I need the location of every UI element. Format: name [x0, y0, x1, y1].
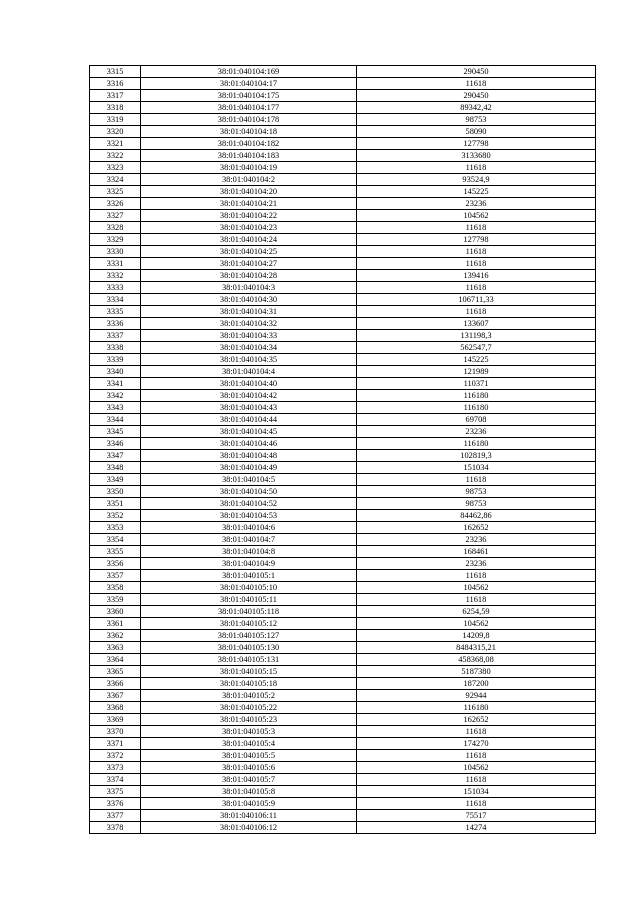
- table-row: [90, 162, 596, 174]
- table-row: [90, 402, 596, 414]
- table-row: [90, 582, 596, 594]
- cadastral-number-cell: 38:01:040104:32: [141, 318, 357, 330]
- table-row: [90, 738, 596, 750]
- table-row: [90, 822, 596, 834]
- table-row: [90, 414, 596, 426]
- row-number-cell: 3338: [90, 342, 141, 354]
- cadastral-number-cell: 38:01:040104:48: [141, 450, 357, 462]
- cadastral-number-cell: 38:01:040104:182: [141, 138, 357, 150]
- row-number-cell: 3344: [90, 414, 141, 426]
- row-number-cell: 3358: [90, 582, 141, 594]
- table-row: [90, 114, 596, 126]
- table-row: [90, 678, 596, 690]
- row-number-cell: 3378: [90, 822, 141, 834]
- table-row: [90, 594, 596, 606]
- row-number-cell: 3366: [90, 678, 141, 690]
- value-cell: 23236: [357, 198, 596, 210]
- table-row: [90, 462, 596, 474]
- cadastral-number-cell: 38:01:040104:28: [141, 270, 357, 282]
- table-row: [90, 210, 596, 222]
- cadastral-number-cell: 38:01:040104:183: [141, 150, 357, 162]
- row-number-cell: 3326: [90, 198, 141, 210]
- row-number-cell: 3340: [90, 366, 141, 378]
- row-number-cell: 3345: [90, 426, 141, 438]
- table-row: [90, 390, 596, 402]
- table-row: [90, 534, 596, 546]
- value-cell: 11618: [357, 750, 596, 762]
- table-row: [90, 774, 596, 786]
- table-row: [90, 486, 596, 498]
- table-row: [90, 306, 596, 318]
- cadastral-number-cell: 38:01:040105:15: [141, 666, 357, 678]
- cadastral-number-cell: 38:01:040104:24: [141, 234, 357, 246]
- value-cell: 92944: [357, 690, 596, 702]
- value-cell: 14209,8: [357, 630, 596, 642]
- row-number-cell: 3371: [90, 738, 141, 750]
- cadastral-number-cell: 38:01:040105:4: [141, 738, 357, 750]
- value-cell: 58090: [357, 126, 596, 138]
- cadastral-number-cell: 38:01:040106:11: [141, 810, 357, 822]
- cadastral-number-cell: 38:01:040104:17: [141, 78, 357, 90]
- table-row: [90, 318, 596, 330]
- value-cell: 131198,3: [357, 330, 596, 342]
- table-row: [90, 642, 596, 654]
- cadastral-number-cell: 38:01:040104:18: [141, 126, 357, 138]
- cadastral-number-cell: 38:01:040104:46: [141, 438, 357, 450]
- row-number-cell: 3330: [90, 246, 141, 258]
- row-number-cell: 3369: [90, 714, 141, 726]
- table-row: [90, 138, 596, 150]
- cadastral-number-cell: 38:01:040105:127: [141, 630, 357, 642]
- cadastral-number-cell: 38:01:040104:8: [141, 546, 357, 558]
- row-number-cell: 3356: [90, 558, 141, 570]
- cadastral-number-cell: 38:01:040105:12: [141, 618, 357, 630]
- cadastral-number-cell: 38:01:040104:53: [141, 510, 357, 522]
- row-number-cell: 3336: [90, 318, 141, 330]
- value-cell: 23236: [357, 426, 596, 438]
- cadastral-number-cell: 38:01:040104:50: [141, 486, 357, 498]
- row-number-cell: 3343: [90, 402, 141, 414]
- row-number-cell: 3320: [90, 126, 141, 138]
- value-cell: 11618: [357, 474, 596, 486]
- table-row: [90, 786, 596, 798]
- value-cell: 5187380: [357, 666, 596, 678]
- cadastral-number-cell: 38:01:040104:21: [141, 198, 357, 210]
- table-row: [90, 630, 596, 642]
- value-cell: 562547,7: [357, 342, 596, 354]
- cadastral-number-cell: 38:01:040105:8: [141, 786, 357, 798]
- row-number-cell: 3349: [90, 474, 141, 486]
- row-number-cell: 3370: [90, 726, 141, 738]
- cadastral-number-cell: 38:01:040104:52: [141, 498, 357, 510]
- value-cell: 110371: [357, 378, 596, 390]
- table-row: [90, 558, 596, 570]
- value-cell: 11618: [357, 798, 596, 810]
- value-cell: 116180: [357, 402, 596, 414]
- cadastral-number-cell: 38:01:040105:9: [141, 798, 357, 810]
- cadastral-number-cell: 38:01:040104:31: [141, 306, 357, 318]
- table-row: [90, 246, 596, 258]
- table-row: [90, 90, 596, 102]
- table-row: [90, 234, 596, 246]
- value-cell: 139416: [357, 270, 596, 282]
- row-number-cell: 3375: [90, 786, 141, 798]
- row-number-cell: 3335: [90, 306, 141, 318]
- table-row: [90, 258, 596, 270]
- cadastral-number-cell: 38:01:040104:177: [141, 102, 357, 114]
- row-number-cell: 3360: [90, 606, 141, 618]
- cadastral-number-cell: 38:01:040104:178: [141, 114, 357, 126]
- value-cell: 75517: [357, 810, 596, 822]
- value-cell: 145225: [357, 354, 596, 366]
- value-cell: 93524,9: [357, 174, 596, 186]
- value-cell: 133607: [357, 318, 596, 330]
- cadastral-number-cell: 38:01:040105:6: [141, 762, 357, 774]
- row-number-cell: 3364: [90, 654, 141, 666]
- row-number-cell: 3355: [90, 546, 141, 558]
- value-cell: 23236: [357, 534, 596, 546]
- cadastral-number-cell: 38:01:040105:131: [141, 654, 357, 666]
- value-cell: 127798: [357, 234, 596, 246]
- value-cell: 84462,86: [357, 510, 596, 522]
- value-cell: 127798: [357, 138, 596, 150]
- table-row: [90, 282, 596, 294]
- value-cell: 98753: [357, 486, 596, 498]
- table-row: [90, 522, 596, 534]
- cadastral-number-cell: 38:01:040104:35: [141, 354, 357, 366]
- value-cell: 187200: [357, 678, 596, 690]
- table-row: [90, 186, 596, 198]
- cadastral-number-cell: 38:01:040104:42: [141, 390, 357, 402]
- row-number-cell: 3323: [90, 162, 141, 174]
- table-row: [90, 78, 596, 90]
- row-number-cell: 3337: [90, 330, 141, 342]
- row-number-cell: 3359: [90, 594, 141, 606]
- value-cell: 104562: [357, 210, 596, 222]
- row-number-cell: 3352: [90, 510, 141, 522]
- table-row: [90, 270, 596, 282]
- table-row: [90, 66, 596, 78]
- value-cell: 104562: [357, 618, 596, 630]
- row-number-cell: 3350: [90, 486, 141, 498]
- table-row: [90, 666, 596, 678]
- value-cell: 11618: [357, 78, 596, 90]
- cadastral-number-cell: 38:01:040105:11: [141, 594, 357, 606]
- value-cell: 104562: [357, 762, 596, 774]
- value-cell: 290450: [357, 90, 596, 102]
- table-row: [90, 546, 596, 558]
- table-row: [90, 570, 596, 582]
- cadastral-number-cell: 38:01:040105:22: [141, 702, 357, 714]
- row-number-cell: 3346: [90, 438, 141, 450]
- cadastral-number-cell: 38:01:040105:1: [141, 570, 357, 582]
- row-number-cell: 3354: [90, 534, 141, 546]
- value-cell: 290450: [357, 66, 596, 78]
- table-row: [90, 618, 596, 630]
- row-number-cell: 3317: [90, 90, 141, 102]
- row-number-cell: 3319: [90, 114, 141, 126]
- table-row: [90, 606, 596, 618]
- cadastral-number-cell: 38:01:040105:7: [141, 774, 357, 786]
- cadastral-number-cell: 38:01:040105:18: [141, 678, 357, 690]
- value-cell: 116180: [357, 702, 596, 714]
- cadastral-number-cell: 38:01:040105:3: [141, 726, 357, 738]
- row-number-cell: 3368: [90, 702, 141, 714]
- value-cell: 121989: [357, 366, 596, 378]
- value-cell: 11618: [357, 594, 596, 606]
- cadastral-number-cell: 38:01:040104:44: [141, 414, 357, 426]
- value-cell: 98753: [357, 498, 596, 510]
- table-row: [90, 294, 596, 306]
- value-cell: 11618: [357, 246, 596, 258]
- row-number-cell: 3357: [90, 570, 141, 582]
- row-number-cell: 3353: [90, 522, 141, 534]
- cadastral-number-cell: 38:01:040104:7: [141, 534, 357, 546]
- row-number-cell: 3322: [90, 150, 141, 162]
- value-cell: 458368,08: [357, 654, 596, 666]
- value-cell: 11618: [357, 774, 596, 786]
- cadastral-number-cell: 38:01:040104:2: [141, 174, 357, 186]
- cadastral-number-cell: 38:01:040104:6: [141, 522, 357, 534]
- value-cell: 11618: [357, 162, 596, 174]
- table-row: [90, 426, 596, 438]
- row-number-cell: 3331: [90, 258, 141, 270]
- row-number-cell: 3316: [90, 78, 141, 90]
- value-cell: 162652: [357, 522, 596, 534]
- cadastral-number-cell: 38:01:040104:30: [141, 294, 357, 306]
- table-row: [90, 378, 596, 390]
- value-cell: 89342,42: [357, 102, 596, 114]
- table-row: [90, 750, 596, 762]
- row-number-cell: 3328: [90, 222, 141, 234]
- table-row: [90, 702, 596, 714]
- cadastral-number-cell: 38:01:040105:10: [141, 582, 357, 594]
- cadastral-number-cell: 38:01:040105:118: [141, 606, 357, 618]
- cadastral-number-cell: 38:01:040104:19: [141, 162, 357, 174]
- row-number-cell: 3361: [90, 618, 141, 630]
- value-cell: 11618: [357, 222, 596, 234]
- table-row: [90, 690, 596, 702]
- cadastral-number-cell: 38:01:040105:2: [141, 690, 357, 702]
- table-row: [90, 198, 596, 210]
- table-row: [90, 342, 596, 354]
- value-cell: 3133680: [357, 150, 596, 162]
- row-number-cell: 3374: [90, 774, 141, 786]
- row-number-cell: 3363: [90, 642, 141, 654]
- row-number-cell: 3348: [90, 462, 141, 474]
- value-cell: 98753: [357, 114, 596, 126]
- cadastral-number-cell: 38:01:040106:12: [141, 822, 357, 834]
- value-cell: 162652: [357, 714, 596, 726]
- value-cell: 11618: [357, 282, 596, 294]
- row-number-cell: 3376: [90, 798, 141, 810]
- value-cell: 102819,3: [357, 450, 596, 462]
- value-cell: 151034: [357, 462, 596, 474]
- table-body: [90, 66, 596, 834]
- table-row: [90, 354, 596, 366]
- cadastral-number-cell: 38:01:040104:33: [141, 330, 357, 342]
- table-row: [90, 798, 596, 810]
- cadastral-number-cell: 38:01:040104:175: [141, 90, 357, 102]
- value-cell: 104562: [357, 582, 596, 594]
- value-cell: 23236: [357, 558, 596, 570]
- cadastral-value-table: [89, 65, 596, 834]
- table-row: [90, 714, 596, 726]
- value-cell: 168461: [357, 546, 596, 558]
- cadastral-number-cell: 38:01:040104:9: [141, 558, 357, 570]
- cadastral-number-cell: 38:01:040104:169: [141, 66, 357, 78]
- row-number-cell: 3315: [90, 66, 141, 78]
- value-cell: 151034: [357, 786, 596, 798]
- table-row: [90, 102, 596, 114]
- row-number-cell: 3367: [90, 690, 141, 702]
- row-number-cell: 3324: [90, 174, 141, 186]
- table-row: [90, 126, 596, 138]
- row-number-cell: 3333: [90, 282, 141, 294]
- row-number-cell: 3351: [90, 498, 141, 510]
- table-row: [90, 150, 596, 162]
- value-cell: 174270: [357, 738, 596, 750]
- value-cell: 14274: [357, 822, 596, 834]
- table-row: [90, 498, 596, 510]
- cadastral-number-cell: 38:01:040104:3: [141, 282, 357, 294]
- value-cell: 6254,59: [357, 606, 596, 618]
- row-number-cell: 3321: [90, 138, 141, 150]
- cadastral-number-cell: 38:01:040104:45: [141, 426, 357, 438]
- cadastral-number-cell: 38:01:040105:23: [141, 714, 357, 726]
- row-number-cell: 3329: [90, 234, 141, 246]
- row-number-cell: 3342: [90, 390, 141, 402]
- cadastral-number-cell: 38:01:040104:4: [141, 366, 357, 378]
- cadastral-number-cell: 38:01:040104:34: [141, 342, 357, 354]
- row-number-cell: 3372: [90, 750, 141, 762]
- table-row: [90, 654, 596, 666]
- value-cell: 11618: [357, 306, 596, 318]
- cadastral-number-cell: 38:01:040104:43: [141, 402, 357, 414]
- cadastral-number-cell: 38:01:040104:40: [141, 378, 357, 390]
- table-row: [90, 174, 596, 186]
- value-cell: 145225: [357, 186, 596, 198]
- table-row: [90, 474, 596, 486]
- cadastral-number-cell: 38:01:040104:23: [141, 222, 357, 234]
- row-number-cell: 3373: [90, 762, 141, 774]
- table-row: [90, 810, 596, 822]
- cadastral-number-cell: 38:01:040104:22: [141, 210, 357, 222]
- cadastral-number-cell: 38:01:040105:130: [141, 642, 357, 654]
- row-number-cell: 3377: [90, 810, 141, 822]
- value-cell: 106711,33: [357, 294, 596, 306]
- table-row: [90, 450, 596, 462]
- cadastral-number-cell: 38:01:040104:5: [141, 474, 357, 486]
- row-number-cell: 3362: [90, 630, 141, 642]
- value-cell: 69708: [357, 414, 596, 426]
- table-row: [90, 762, 596, 774]
- table-row: [90, 222, 596, 234]
- value-cell: 11618: [357, 570, 596, 582]
- table-row: [90, 510, 596, 522]
- row-number-cell: 3325: [90, 186, 141, 198]
- row-number-cell: 3334: [90, 294, 141, 306]
- table-row: [90, 438, 596, 450]
- row-number-cell: 3339: [90, 354, 141, 366]
- row-number-cell: 3318: [90, 102, 141, 114]
- row-number-cell: 3347: [90, 450, 141, 462]
- value-cell: 8484315,21: [357, 642, 596, 654]
- value-cell: 116180: [357, 438, 596, 450]
- row-number-cell: 3341: [90, 378, 141, 390]
- row-number-cell: 3365: [90, 666, 141, 678]
- cadastral-number-cell: 38:01:040104:25: [141, 246, 357, 258]
- table-row: [90, 366, 596, 378]
- row-number-cell: 3327: [90, 210, 141, 222]
- cadastral-number-cell: 38:01:040104:20: [141, 186, 357, 198]
- value-cell: 11618: [357, 258, 596, 270]
- value-cell: 116180: [357, 390, 596, 402]
- cadastral-number-cell: 38:01:040105:5: [141, 750, 357, 762]
- table-row: [90, 330, 596, 342]
- row-number-cell: 3332: [90, 270, 141, 282]
- table-row: [90, 726, 596, 738]
- value-cell: 11618: [357, 726, 596, 738]
- cadastral-number-cell: 38:01:040104:49: [141, 462, 357, 474]
- cadastral-number-cell: 38:01:040104:27: [141, 258, 357, 270]
